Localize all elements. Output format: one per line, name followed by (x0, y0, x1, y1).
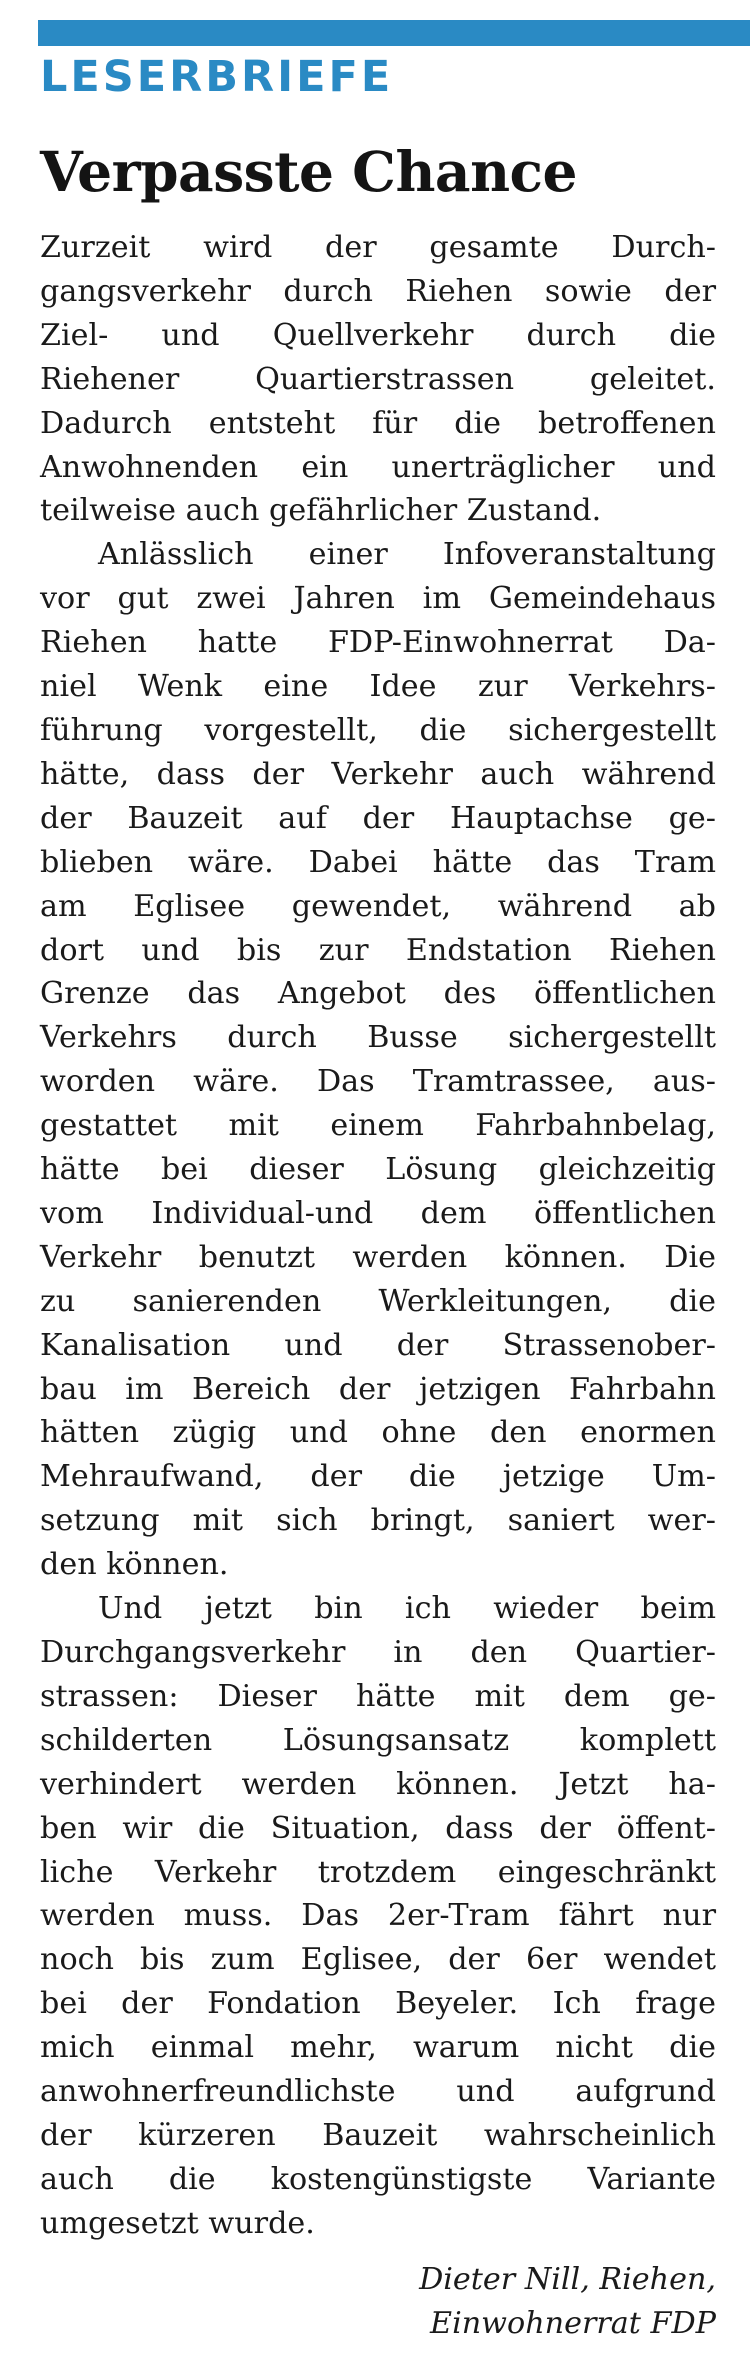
article-line: der Bauzeit auf der Hauptachse ge- (40, 800, 716, 836)
article-line: Riehen hatte FDP-Einwohnerrat Da- (40, 625, 716, 661)
article-line: bei der Fondation Beyeler. Ich frage (40, 1986, 716, 2022)
section-label: LESERBRIEFE (40, 52, 394, 102)
article-paragraph (40, 533, 716, 1587)
article-line: noch bis zum Eglisee, der 6er wendet (40, 1942, 716, 1978)
article-line: Kanalisation und der Strassenober- (40, 1327, 716, 1363)
article-line: umgesetzt wurde. (40, 2205, 315, 2241)
article-line: der kürzeren Bauzeit wahrscheinlich (40, 2117, 716, 2153)
article-headline: Verpasste Chance (40, 139, 578, 204)
article-line: Verkehr benutzt werden können. Die (40, 1239, 716, 1275)
article-line: ben wir die Situation, dass der öffent- (40, 1810, 716, 1846)
article-line: dort und bis zur Endstation Riehen (40, 932, 716, 968)
article-line: werden muss. Das 2er-Tram fährt nur (40, 1898, 716, 1934)
article-line: teilweise auch gefährlicher Zustand. (40, 493, 602, 529)
article-line: vom Individual-und dem öffentlichen (40, 1195, 716, 1231)
article-line: hätten zügig und ohne den enormen (40, 1415, 716, 1451)
article-line: Grenze das Angebot des öffentlichen (40, 976, 716, 1012)
article-line: Durchgangsverkehr in den Quartier- (40, 1635, 716, 1670)
article-line: vor gut zwei Jahren im Gemeindehaus (40, 581, 716, 617)
article-line: Verkehrs durch Busse sichergestellt (40, 1020, 716, 1056)
signature-role-line: Einwohnerrat FDP (430, 2305, 716, 2341)
article-line: blieben wäre. Dabei hätte das Tram (40, 844, 716, 880)
article-line: liche Verkehr trotzdem eingeschränkt (40, 1854, 716, 1890)
article-line: niel Wenk eine Idee zur Verkehrs- (40, 669, 716, 705)
article-line: schilderten Lösungsansatz komplett (40, 1722, 716, 1758)
article-line: hätte, dass der Verkehr auch während (40, 756, 716, 792)
article-line: gestattet mit einem Fahrbahnbelag, (40, 1108, 716, 1144)
article-line: strassen: Dieser hätte mit dem ge- (40, 1678, 716, 1714)
article-line: Und jetzt bin ich wieder beim (98, 1591, 716, 1627)
article-body (40, 226, 716, 2246)
article-line: anwohnerfreundlichste und aufgrund (40, 2074, 716, 2110)
article-line: Riehener Quartierstrassen geleitet. (40, 361, 716, 397)
article-paragraph (40, 1587, 716, 2246)
article-line: worden wäre. Das Tramtrassee, aus- (40, 1064, 716, 1100)
article-line: hätte bei dieser Lösung gleichzeitig (40, 1152, 716, 1188)
author-signature (419, 2258, 716, 2346)
article-line: Mehraufwand, der die jetzige Um- (40, 1459, 716, 1495)
article-line: bau im Bereich der jetzigen Fahrbahn (40, 1371, 716, 1407)
signature-name-line: Dieter Nill, Riehen, (419, 2262, 716, 2297)
article-line: gangsverkehr durch Riehen sowie der (40, 273, 716, 309)
article-line: Anwohnenden ein unerträglicher und (40, 449, 716, 485)
section-top-rule (38, 20, 750, 46)
article-line: Anlässlich einer Infoveranstaltung (98, 537, 716, 573)
article-line: auch die kostengünstigste Variante (40, 2161, 716, 2197)
article-line: am Eglisee gewendet, während ab (40, 888, 716, 924)
article-paragraph (40, 226, 716, 533)
article-line: verhindert werden können. Jetzt ha- (40, 1766, 716, 1802)
article-line: Ziel- und Quellverkehr durch die (40, 317, 716, 353)
article-line: Dadurch entsteht für die betroffenen (40, 405, 716, 441)
article-line: zu sanierenden Werkleitungen, die (40, 1283, 716, 1319)
article-line: mich einmal mehr, warum nicht die (40, 2030, 716, 2066)
article-line: Zurzeit wird der gesamte Durch- (40, 230, 716, 265)
article-line: setzung mit sich bringt, saniert wer- (40, 1503, 716, 1539)
article-line: führung vorgestellt, die sichergestellt (40, 712, 716, 748)
article-line: den können. (40, 1547, 229, 1583)
